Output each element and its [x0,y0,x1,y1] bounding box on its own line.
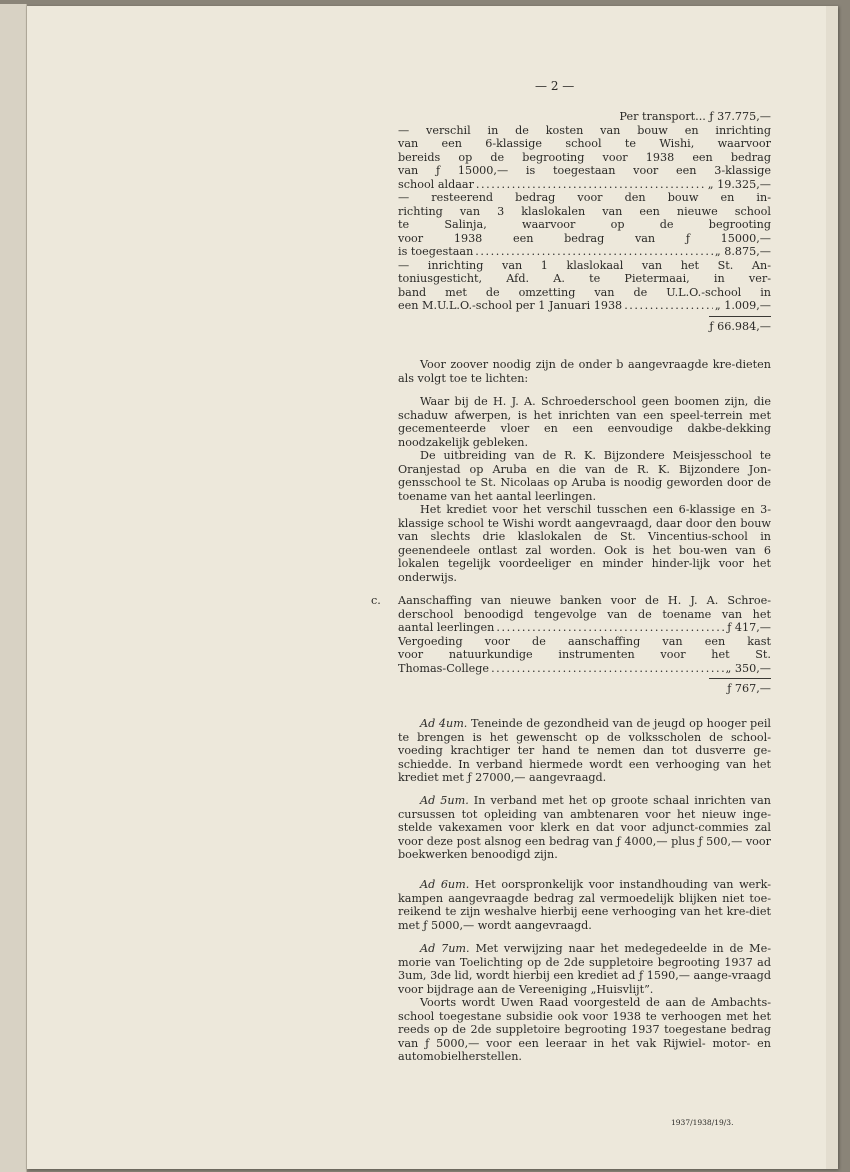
closing-paragraph: Voorts wordt Uwen Raad voorgesteld de aan de Ambachts-school toegestane subsidie ook voor 1938 te verhoogen met het reeds op de 2de suppletoire begrooting 1937 toegestane bedrag van ƒ 5000,— voor een leeraar in het vak Rijwiel- motor- en automobielherstellen. [398,996,771,1063]
item-line: van een 6-klassige school te Wishi, waarvoor [398,137,771,150]
ad-heading: Ad 7um. [420,942,470,955]
ad-text: Het oorspronkelijk voor instandhouding van werk-kampen aangevraagde bedrag zal vermoedelijk blijken niet toe-reikend te zijn weshalve hierbij eene verhooging van het kre-diet met ƒ 5000,— wordt aangevraagd. [398,878,771,932]
item-b-2 [398,191,771,259]
ad-4um [398,717,771,785]
item-line: Vergoeding voor de aanschaffing van een kast [398,634,771,648]
page-number: — 2 — [535,79,575,93]
item-last-line: een M.U.L.O.-school per 1 Januari 1938 [398,299,623,312]
item-line: bereids op de begrooting voor 1938 een bedrag [398,150,771,164]
section-c-marker: c. [371,594,381,607]
item-amount: ƒ 417,— [727,621,771,634]
intro-paragraph: Voor zoover noodig zijn de onder b aangevraagde kre-dieten als volgt toe te lichten: [398,358,771,385]
item-line: voor natuurkundige instrumenten voor het St. [398,648,771,661]
item-line: — resteerend bedrag voor den bouw en in- [398,191,771,204]
toelichting-block [398,358,771,584]
ad-text: Teneinde de gezondheid van de jeugd op hooger peil te brengen is het gewenscht op de volksscholen de school-voeding krachtiger ter hand te nemen dan tot dusverre ge-schiedde. In verband hiermede wordt een verhooging van het krediet met ƒ 27000,— aangevraagd. [398,717,771,784]
sum-rule [709,678,771,679]
ad-heading: Ad 4um. [420,717,468,730]
item-line: — inrichting van 1 klaslokaal van het St. An- [398,258,771,272]
item-b-1 [398,124,771,192]
ad-text: In verband met het op groote schaal inrichten van cursussen tot opleiding van ambtenaren voor het nieuw inge-stelde vakexamen voor klerk en dat voor adjunct-commies zal voor deze post alsnog een bedrag van ƒ 4000,— plus ƒ 500,— voor boekwerken benoodigd zijn. [398,794,771,861]
item-line: derschool benoodigd tengevolge van de toename van het [398,607,771,621]
ad-5um [398,794,771,862]
item-amount: „ 8.875,— [714,245,771,258]
item-amount: „ 1.009,— [714,299,771,312]
section-c-total: ƒ 767,— [727,682,771,695]
item-line: voor 1938 een bedrag van ƒ 15000,— [398,231,771,245]
item-line: band met de omzetting van de U.L.O.-school in [398,285,771,299]
section-c [371,594,771,696]
sum-rule [709,316,771,317]
item-line: van ƒ 15000,— is toegestaan voor een 3-klassige [398,164,771,177]
transport-amount: ƒ 37.775,— [709,110,771,123]
ad-7um [398,942,771,1064]
item-last-line: is toegestaan [398,245,474,258]
footer-code: 1937/1938/19/3. [671,1118,734,1127]
transport-label: Per transport... [619,110,706,123]
ad-text: Met verwijzing naar het medegedeelde in de Me-morie van Toelichting op de 2de suppletoire begrooting 1937 ad 3um, 3de lid, wordt hierbij een krediet ad ƒ 1590,— aange-vraagd voor bijdrage aan de Vereeniging „Huisvlijt”. [398,942,771,996]
item-last-line: Thomas-College [398,661,490,675]
item-line: richting van 3 klaslokalen van een nieuwe school [398,204,771,218]
item-b-3 [398,259,771,313]
ad-heading: Ad 5um. [420,794,469,807]
toelichting-paragraph: De uitbreiding van de R. K. Bijzondere Meisjesschool te Oranjestad op Aruba en die van de R. K. Bijzondere Jon-gensschool te St. Nicolaas op Aruba is noodig geworden door de toename van het aantal leerlingen. [398,449,771,503]
page-right-edge [826,6,838,1169]
toelichting-paragraph: Waar bij de H. J. A. Schroederschool geen boomen zijn, die schaduw afwerpen, is het inrichten van een speel-terrein met gecementeerde vloer en een eenvoudige dakbe-dekking noodzakelijk gebleken. [398,395,771,449]
item-line: te Salinja, waarvoor op de begrooting [398,218,771,231]
underlying-page-edge [0,4,27,1172]
total-b: ƒ 66.984,— [709,319,771,333]
item-line: — verschil in de kosten van bouw en inrichting [398,123,771,137]
item-line: Aanschaffing van nieuwe banken voor de H. J. A. Schroe- [398,594,771,607]
transport-line [398,110,771,124]
ad-6um [398,878,771,932]
ad-heading: Ad 6um. [420,878,470,891]
item-amount: „ 350,— [725,661,771,675]
items-b-block [398,110,771,333]
item-last-line: school aldaar [398,177,474,191]
item-amount: „ 19.325,— [707,177,771,191]
item-last-line: aantal leerlingen [398,621,495,634]
item-line: toniusgesticht, Afd. A. te Pietermaai, in ver- [398,272,771,285]
toelichting-paragraph: Het krediet voor het verschil tusschen een 6-klassige en 3-klassige school te Wishi wordt aangevraagd, daar door den bouw van slechts drie klaslokalen de St. Vincentius-school in geenendeele ontlast zal worden. Ook is het bou-wen van 6 lokalen tegelijk voordeeliger en minder hinder-lijk voor het onderwijs. [398,503,771,584]
